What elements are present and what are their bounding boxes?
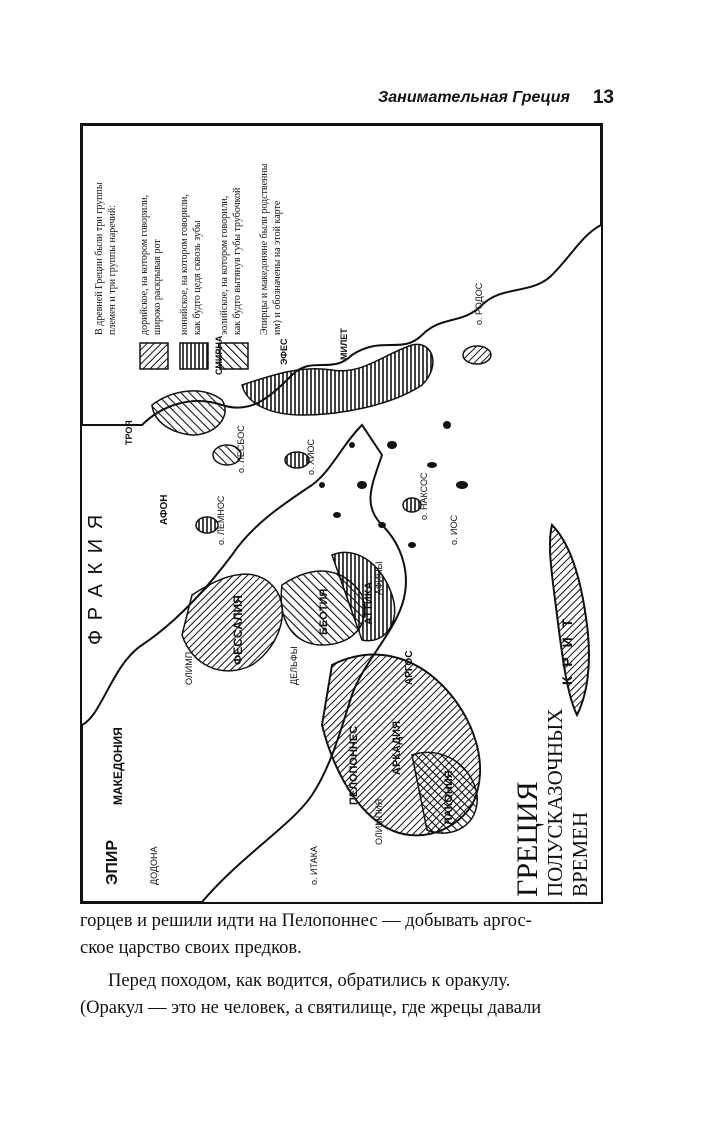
page-number: 13 — [592, 87, 614, 108]
legend-aeolic-2: как будто вытянув губы трубочкой — [232, 187, 243, 335]
label-afiny: АФИНЫ — [374, 561, 384, 595]
label-lakoniya: ЛАКОНИЯ — [443, 770, 455, 825]
label-frakiya: Ф Р А К И Я — [85, 512, 107, 645]
map-subtitle-1: ПОЛУСКАЗОЧНЫХ — [543, 708, 567, 897]
label-hios: о. ХИОС — [306, 439, 316, 475]
label-lemnos: о. ЛЕМНОС — [216, 495, 226, 545]
label-dodona: ДОДОНА — [149, 846, 159, 885]
island-lemnos — [196, 517, 218, 533]
label-makedoniya: МАКЕДОНИЯ — [111, 727, 125, 805]
legend-swatch-doric — [140, 343, 168, 369]
legend-note-1: Эпирцы и македоняне были родственны — [259, 163, 270, 335]
label-argos: АРГОС — [404, 650, 415, 685]
label-attika: АТТИКА — [363, 581, 375, 625]
label-beotiya: БЕОТИЯ — [318, 588, 330, 635]
map-figure — [80, 123, 603, 904]
running-title: Занимательная Греция — [378, 89, 570, 106]
legend-note-2: им) и обозначены на этой карте — [272, 200, 283, 335]
legend-intro-1: В древней Греции были три группы — [94, 182, 105, 335]
legend-doric-1: дорийское, на котором говорили, — [139, 194, 150, 335]
label-lesbos: о. ЛЕСБОС — [236, 425, 246, 473]
paragraph-2 — [80, 968, 603, 1022]
legend-intro-2: племен и три группы наречий: — [107, 205, 118, 335]
label-epir: ЭПИР — [104, 839, 121, 885]
legend-swatch-aeolic — [220, 343, 248, 369]
map-svg — [82, 125, 601, 902]
label-efes: ЭФЕС — [279, 338, 289, 365]
text-line: горцев и решили идти на Пелопоннес — добывать аргос- — [80, 911, 532, 931]
label-fessaliya: ФЕССАЛИЯ — [231, 595, 245, 665]
label-olimpiya: ОЛИМПИЯ — [374, 798, 384, 845]
map-subtitle-2: ВРЕМЕН — [568, 811, 592, 897]
legend-ionic-1: ионийское, на котором говорили, — [179, 194, 190, 335]
legend-doric-2: широко раскрывая рот — [152, 239, 163, 335]
label-arkadiya: АРКАДИЯ — [391, 721, 403, 775]
legend-aeolic-1: эолийское, на котором говорили, — [219, 195, 230, 335]
label-troya: ТРОЯ — [124, 420, 134, 445]
label-rodos: о. РОДОС — [474, 282, 484, 325]
map-title: ГРЕЦИЯ — [511, 781, 544, 897]
text-line: (Оракул — это не человек, а святилище, где жрецы давали — [80, 998, 542, 1018]
label-ios: о. ИОС — [449, 515, 459, 545]
label-milet: МИЛЕТ — [339, 328, 349, 360]
label-smirna: СМИРНА — [214, 335, 224, 375]
label-pelopones: ПЕЛОПОННЕС — [348, 725, 360, 805]
legend-swatch-ionic — [180, 343, 208, 369]
text-line: Перед походом, как водится, обратились к оракулу. — [108, 971, 511, 991]
page-header — [378, 84, 614, 112]
label-krit: К Р И Т — [559, 615, 575, 685]
region-aeolis — [152, 391, 225, 435]
label-naksos: о. НАКСОС — [419, 472, 429, 520]
label-delfy: ДЕЛЬФЫ — [289, 646, 299, 685]
island-rodos — [463, 346, 491, 364]
body-text — [80, 908, 603, 1022]
label-itaka: о. ИТАКА — [309, 846, 319, 885]
label-olimp: ОЛИМП — [184, 651, 194, 685]
text-line: ское царство своих предков. — [80, 938, 302, 958]
label-afon: АФОН — [159, 494, 170, 525]
legend-ionic-2: как будто цедя сквозь зубы — [192, 220, 203, 335]
paragraph-1 — [80, 908, 603, 962]
